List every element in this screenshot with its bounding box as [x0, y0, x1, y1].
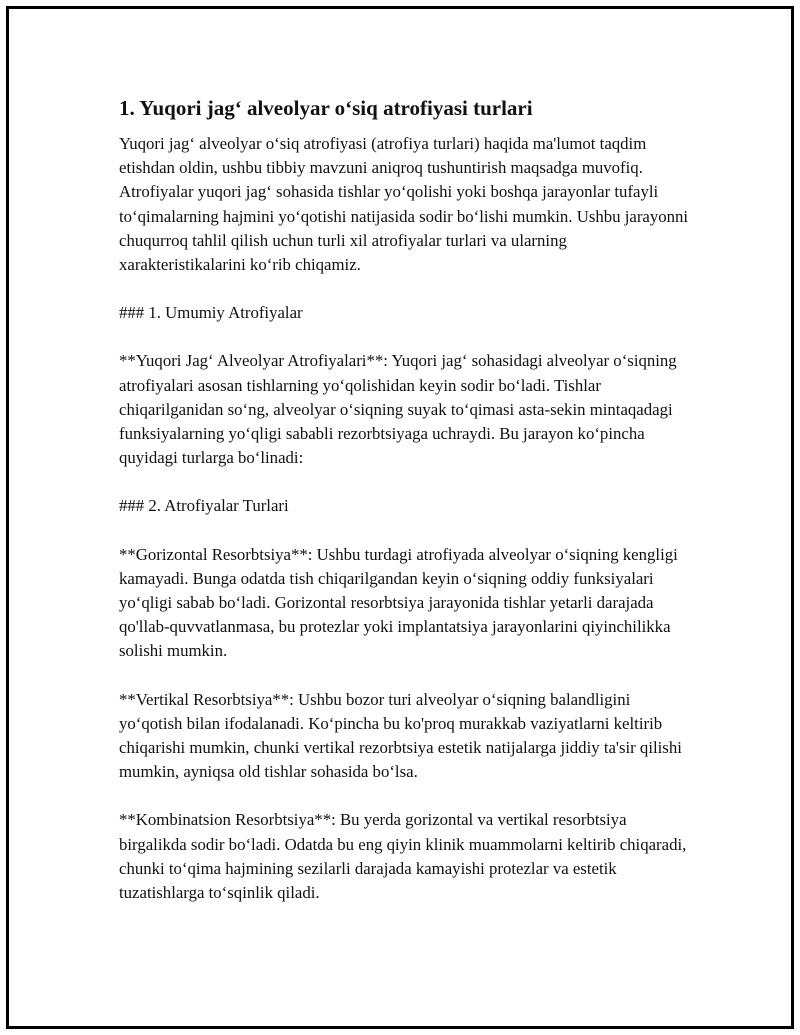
- section-heading-general: ### 1. Umumiy Atrofiyalar: [119, 303, 303, 323]
- combined-resorption-paragraph: **Kombinatsion Resorbtsiya**: Bu yerda gorizontal va vertikal resorbtsiya birgalikda sodir bo‘ladi. Odatda bu eng qiyin klinik muammolarni keltirib chiqaradi, chunki to‘qima hajmining sezilarli darajada kamayishi protezlar va estetik tuzatishlarga to‘sqinlik qiladi.: [119, 810, 687, 903]
- document-page: [6, 6, 794, 1029]
- intro-paragraph: Yuqori jag‘ alveolyar o‘siq atrofiyasi (atrofiya turlari) haqida ma'lumot taqdim etishdan oldin, ushbu tibbiy mavzuni aniqroq tushuntirish maqsadga muvofiq. Atrofiyalar yuqori jag‘ sohasida tishlar yo‘qolishi yoki boshqa jarayonlar tufayli to‘qimalarning hajmini yo‘qotishi natijasida sodir bo‘lishi mumkin. Ushbu jarayonni chuqurroq tahlil qilish uchun turli xil atrofiyalar turlari va ularning xarakteristikalarini ko‘rib chiqamiz.: [119, 134, 689, 275]
- document-title: 1. Yuqori jag‘ alveolyar o‘siq atrofiyasi turlari: [119, 96, 533, 120]
- general-atrophy-paragraph: **Yuqori Jag‘ Alveolyar Atrofiyalari**: Yuqori jag‘ sohasidagi alveolyar o‘siqning atrofiyalari asosan tishlarning yo‘qolishidan keyin sodir bo‘ladi. Tishlar chiqarilganidan so‘ng, alveolyar o‘siqning suyak to‘qimasi asta-sekin mintaqadagi funksiyalarning yo‘qligi sababli rezorbtsiyaga uchraydi. Bu jarayon ko‘pincha quyidagi turlarga bo‘linadi:: [119, 351, 677, 468]
- section-heading-types: ### 2. Atrofiyalar Turlari: [119, 496, 289, 516]
- document-body: [119, 94, 694, 929]
- horizontal-resorption-paragraph: **Gorizontal Resorbtsiya**: Ushbu turdagi atrofiyada alveolyar o‘siqning kengligi kamayadi. Bunga odatda tish chiqarilgandan keyin o‘siqning oddiy funksiyalari yo‘qligi sabab bo‘ladi. Gorizontal resorbtsiya jarayonida tishlar yetarli darajada qo'llab-quvvatlanmasa, bu protezlar yoki implantatsiya jarayonlarini qiyinchilikka solishi mumkin.: [119, 544, 678, 661]
- vertical-resorption-paragraph: **Vertikal Resorbtsiya**: Ushbu bozor turi alveolyar o‘siqning balandligini yo‘qotish bilan ifodalanadi. Ko‘pincha bu ko'proq murakkab vaziyatlarni keltirib chiqarishi mumkin, chunki vertikal rezorbtsiya estetik natijalarga jiddiy ta'sir qilishi mumkin, ayniqsa old tishlar sohasida bo‘lsa.: [119, 689, 682, 782]
